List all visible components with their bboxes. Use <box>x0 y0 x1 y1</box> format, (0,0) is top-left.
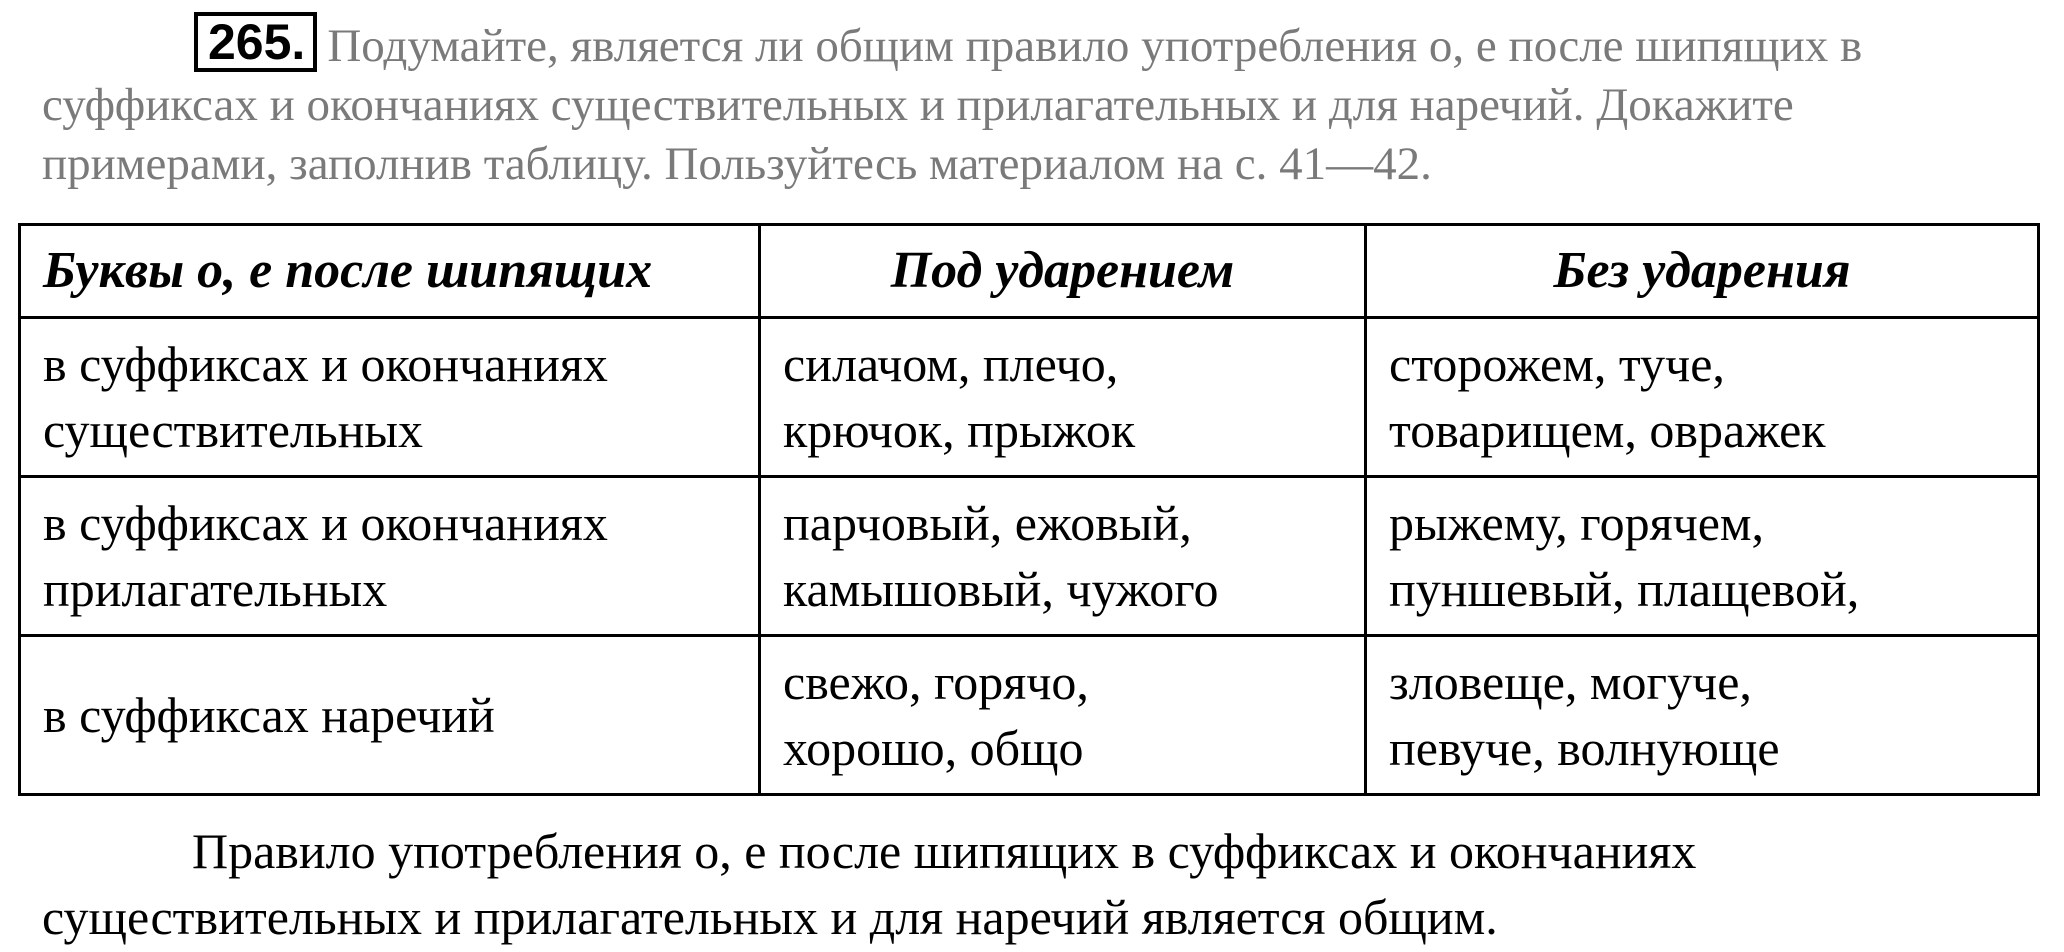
task-number-box: 265. <box>194 12 317 72</box>
cell-unstressed <box>1366 318 2039 477</box>
cell-line: хорошо, общо <box>783 720 1084 776</box>
table-row-adjectives <box>20 477 2039 636</box>
task-text-part-2: после шипящих в <box>1508 20 1863 72</box>
cell-line: существительных <box>43 402 424 458</box>
cell-line: певуче, волнующе <box>1389 720 1780 776</box>
conclusion-first-line: Правило употребления о, е после шипящих в суффиксах и окончаниях <box>192 823 1697 879</box>
cell-category <box>20 477 760 636</box>
task-second-line: суффиксах и окончаниях существительных и прилагательных и для наречий. Докажите <box>42 79 1794 131</box>
cell-line: сторожем, туче, <box>1389 336 1725 392</box>
task-statement <box>42 12 2022 194</box>
conclusion-paragraph <box>42 818 2022 950</box>
cell-line: в суффиксах наречий <box>43 687 495 743</box>
cell-category <box>20 636 760 795</box>
cell-line: парчовый, ежовый, <box>783 495 1192 551</box>
header-stressed: Под ударением <box>760 225 1366 318</box>
header-letters-after-sibilants: Буквы о, е после шипящих <box>20 225 760 318</box>
cell-line: зловеще, могуче, <box>1389 654 1752 710</box>
task-letter-e: е <box>1475 20 1497 72</box>
table-row-nouns <box>20 318 2039 477</box>
cell-line: пуншевый, плащевой, <box>1389 561 1860 617</box>
cell-unstressed <box>1366 477 2039 636</box>
conclusion-second-line: существительных и прилагательных и для наречий является общим. <box>42 889 1498 945</box>
cell-category <box>20 318 760 477</box>
cell-line: силачом, плечо, <box>783 336 1119 392</box>
task-letter-o: о <box>1428 20 1453 72</box>
cell-stressed <box>760 477 1366 636</box>
cell-line: прилагательных <box>43 561 388 617</box>
cell-line: рыжему, горячем, <box>1389 495 1765 551</box>
cell-line: в суффиксах и окончаниях <box>43 495 608 551</box>
header-unstressed: Без ударения <box>1366 225 2039 318</box>
cell-line: свежо, горячо, <box>783 654 1089 710</box>
cell-stressed <box>760 318 1366 477</box>
cell-line: крючок, прыжок <box>783 402 1136 458</box>
task-text-part-1: Подумайте, является ли общим правило употребления <box>327 20 1418 72</box>
cell-stressed <box>760 636 1366 795</box>
cell-line: камышовый, чужого <box>783 561 1219 617</box>
table-header-row <box>20 225 2039 318</box>
task-third-line: примерами, заполнив таблицу. Пользуйтесь материалом на с. 41—42. <box>42 138 1432 190</box>
cell-line: товарищем, овражек <box>1389 402 1826 458</box>
task-first-line <box>42 12 2022 76</box>
task-letter-comma: , <box>1452 20 1465 72</box>
table-row-adverbs <box>20 636 2039 795</box>
cell-unstressed <box>1366 636 2039 795</box>
cell-line: в суффиксах и окончаниях <box>43 336 608 392</box>
spelling-table <box>18 223 2040 796</box>
